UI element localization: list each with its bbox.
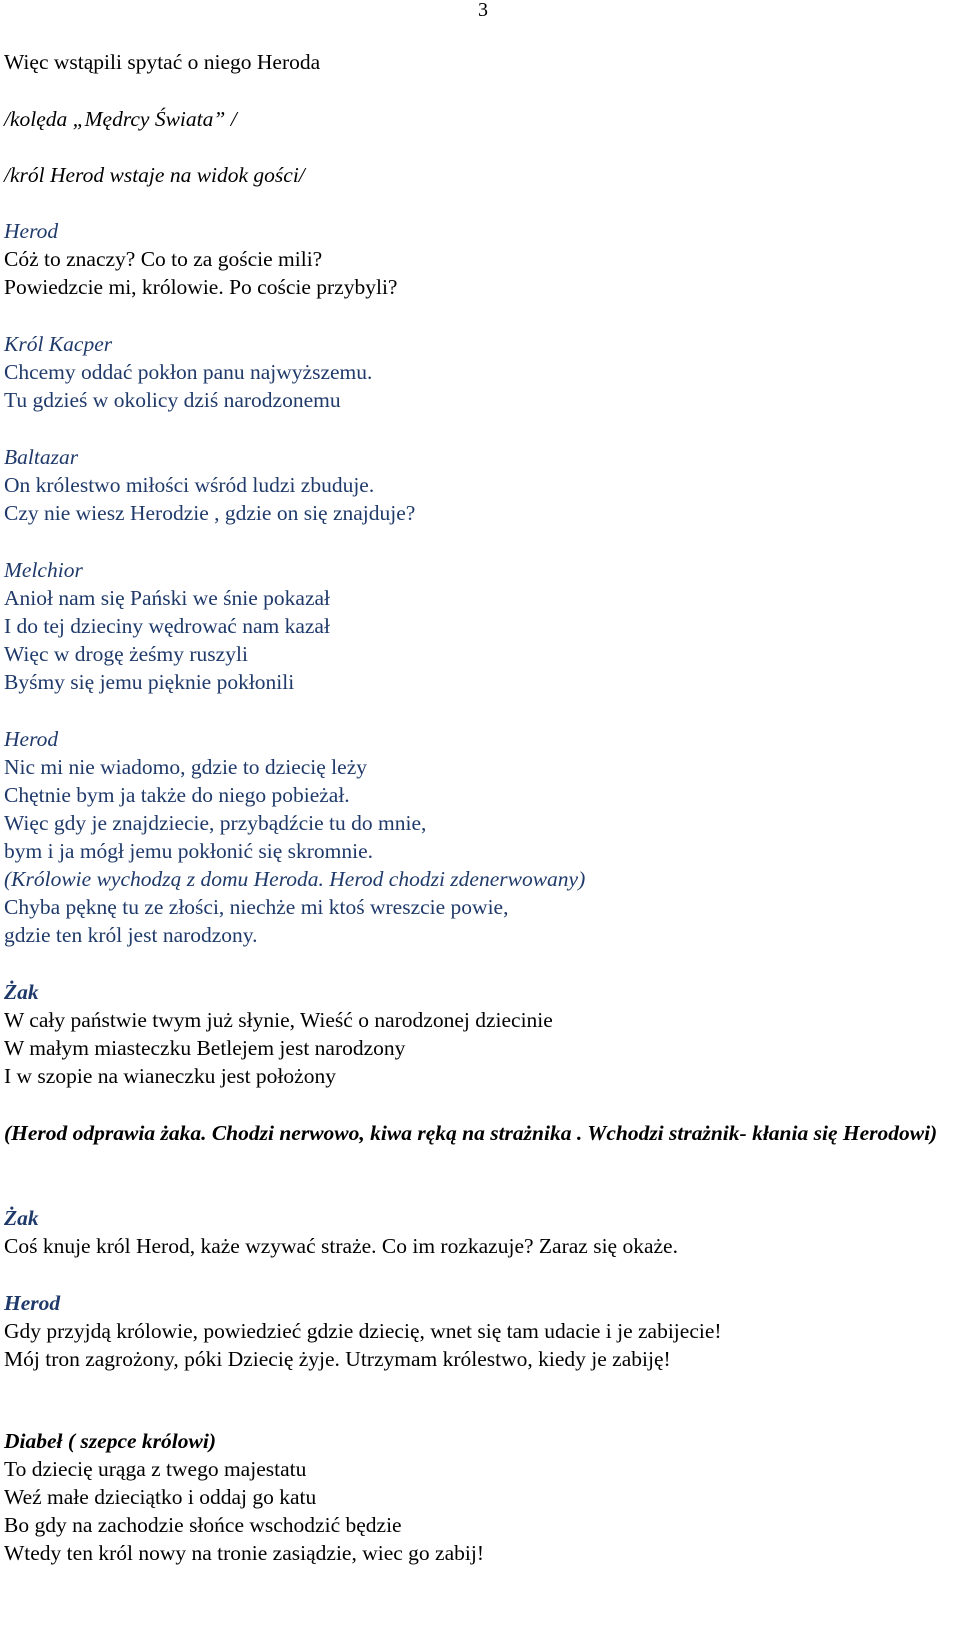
stage-note: (Królowie wychodzą z domu Heroda. Herod chodzi zdenerwowany) [4,867,586,891]
dialogue-line: bym i ja mógł jemu pokłonić się skromnie. [4,839,374,863]
dialogue-line: Mój tron zagrożony, póki Dziecię żyje. Utrzymam królestwo, kiedy je zabiję! [4,1347,671,1371]
speaker-name: Melchior [4,558,83,582]
dialogue-line: Byśmy się jemu pięknie pokłonili [4,670,295,694]
dialogue-line: Chcemy oddać pokłon panu najwyższemu. [4,360,373,384]
dialogue-line: W cały państwie twym już słynie, Wieść o narodzonej dziecinie [4,1008,553,1032]
narration-line: Więc wstąpili spytać o niego Heroda [4,50,321,74]
speaker-name: Król Kacper [4,332,113,356]
dialogue-line: Więc gdy je znajdziecie, przybądźcie tu do mnie, [4,811,427,835]
stage-note: /kolęda „Mędrcy Świata” / [4,107,237,131]
dialogue-line: Anioł nam się Pański we śnie pokazał [4,586,331,610]
page-number: 3 [478,0,488,21]
dialogue-line: Cóż to znaczy? Co to za goście mili? [4,247,323,271]
dialogue-line: Wtedy ten król nowy na tronie zasiądzie, wiec go zabij! [4,1541,484,1565]
dialogue-line: I w szopie na wianeczku jest położony [4,1064,336,1088]
speaker-name: Żak [4,1206,39,1230]
speaker-name: Żak [4,980,39,1004]
dialogue-line: Powiedzcie mi, królowie. Po coście przybyli? [4,275,398,299]
dialogue-line: On królestwo miłości wśród ludzi zbuduje. [4,473,375,497]
dialogue-line: Tu gdzieś w okolicy dziś narodzonemu [4,388,341,412]
speaker-name: Herod [4,1291,61,1315]
speaker-name: Herod [4,727,59,751]
dialogue-line: To dziecię urąga z twego majestatu [4,1457,307,1481]
dialogue-line: Weź małe dzieciątko i oddaj go katu [4,1485,317,1509]
speaker-name: Baltazar [4,445,79,469]
dialogue-line: Czy nie wiesz Herodzie , gdzie on się znajduje? [4,501,416,525]
dialogue-line: Coś knuje król Herod, każe wzywać straże. Co im rozkazuje? Zaraz się okaże. [4,1234,678,1258]
dialogue-line: gdzie ten król jest narodzony. [4,923,258,947]
speaker-name: Diabeł ( szepce królowi) [4,1429,216,1453]
dialogue-line: Bo gdy na zachodzie słońce wschodzić będzie [4,1513,402,1537]
dialogue-line: W małym miasteczku Betlejem jest narodzony [4,1036,406,1060]
dialogue-line: Gdy przyjdą królowie, powiedzieć gdzie dziecię, wnet się tam udacie i je zabijecie! [4,1319,722,1343]
stage-note: (Herod odprawia żaka. Chodzi nerwowo, kiwa ręką na strażnika . Wchodzi strażnik- kłania się Herodowi) [4,1121,938,1145]
dialogue-line: Chętnie bym ja także do niego pobieżał. [4,783,350,807]
dialogue-line: Więc w drogę żeśmy ruszyli [4,642,248,666]
dialogue-line: Nic mi nie wiadomo, gdzie to dziecię leży [4,755,367,779]
stage-note: /król Herod wstaje na widok gości/ [4,163,305,187]
speaker-name: Herod [4,219,59,243]
dialogue-line: Chyba pęknę tu ze złości, niechże mi ktoś wreszcie powie, [4,895,509,919]
dialogue-line: I do tej dzieciny wędrować nam kazał [4,614,330,638]
